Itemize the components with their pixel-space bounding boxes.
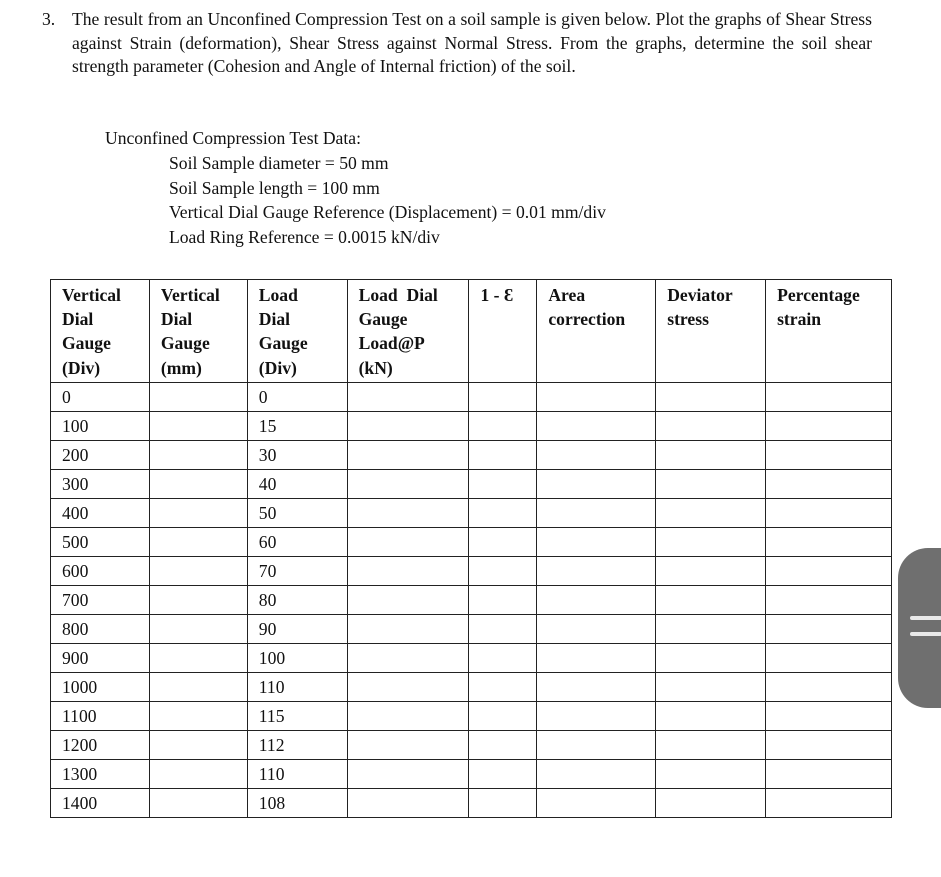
table-cell-load-dial-gauge-load-kn: [347, 788, 469, 817]
column-header-line: Dial: [258, 309, 291, 330]
column-header-line: Load: [258, 285, 298, 305]
table-cell-load-dial-gauge-load-kn: [347, 585, 469, 614]
table-cell-area-correction: [537, 759, 656, 788]
column-header-line: (kN): [358, 357, 393, 378]
table-row: [51, 614, 892, 643]
table-cell-load-dial-gauge-div: 80: [247, 585, 347, 614]
table-cell-load-dial-gauge-load-kn: [347, 527, 469, 556]
table-cell-vertical-dial-gauge-div: 600: [51, 556, 150, 585]
table-cell-one-minus-strain: [469, 527, 537, 556]
table-row: [51, 556, 892, 585]
table-cell-vertical-dial-gauge-mm: [149, 643, 247, 672]
column-header-line: 1 - Ɛ: [480, 285, 514, 305]
table-cell-one-minus-strain: [469, 643, 537, 672]
table-cell-load-dial-gauge-load-kn: [347, 556, 469, 585]
table-cell-load-dial-gauge-div: 90: [247, 614, 347, 643]
table-cell-area-correction: [537, 614, 656, 643]
table-cell-load-dial-gauge-div: 110: [247, 672, 347, 701]
column-header-line: Gauge: [160, 333, 210, 354]
question-number: 3.: [42, 9, 56, 29]
table-cell-deviator-stress: [656, 730, 766, 759]
table-cell-load-dial-gauge-div: 0: [247, 382, 347, 411]
table-cell-vertical-dial-gauge-div: 500: [51, 527, 150, 556]
column-header-line: Gauge: [62, 333, 111, 354]
table-cell-load-dial-gauge-div: 108: [247, 788, 347, 817]
table-cell-load-dial-gauge-load-kn: [347, 440, 469, 469]
table-cell-one-minus-strain: [469, 585, 537, 614]
column-header-load-dial-gauge-div: [247, 280, 347, 383]
table-cell-load-dial-gauge-load-kn: [347, 469, 469, 498]
table-cell-load-dial-gauge-div: 60: [247, 527, 347, 556]
table-cell-vertical-dial-gauge-mm: [149, 701, 247, 730]
table-cell-vertical-dial-gauge-div: 400: [51, 498, 150, 527]
table-row: [51, 498, 892, 527]
column-header-line: strain: [777, 309, 822, 330]
question-block: [42, 8, 872, 79]
column-header-line: Dial: [62, 309, 94, 330]
table-cell-vertical-dial-gauge-div: 900: [51, 643, 150, 672]
table-cell-percentage-strain: [766, 498, 892, 527]
table-cell-one-minus-strain: [469, 440, 537, 469]
table-cell-one-minus-strain: [469, 469, 537, 498]
column-header-vertical-dial-gauge-mm: [149, 280, 247, 383]
table-cell-vertical-dial-gauge-div: 1200: [51, 730, 150, 759]
table-cell-load-dial-gauge-div: 100: [247, 643, 347, 672]
table-row: [51, 788, 892, 817]
column-header-line: Percentage: [777, 285, 860, 305]
table-cell-vertical-dial-gauge-div: 1100: [51, 701, 150, 730]
test-data-heading: Unconfined Compression Test Data:: [105, 128, 361, 148]
table-cell-percentage-strain: [766, 672, 892, 701]
table-cell-area-correction: [537, 643, 656, 672]
column-header-line: Vertical: [62, 285, 121, 305]
table-cell-one-minus-strain: [469, 382, 537, 411]
table-cell-load-dial-gauge-div: 50: [247, 498, 347, 527]
table-cell-percentage-strain: [766, 643, 892, 672]
column-header-line: Dial: [160, 309, 193, 330]
column-header-vertical-dial-gauge-div: [51, 280, 150, 383]
table-cell-percentage-strain: [766, 382, 892, 411]
table-cell-vertical-dial-gauge-mm: [149, 614, 247, 643]
table-cell-vertical-dial-gauge-mm: [149, 556, 247, 585]
column-header-one-minus-strain: [469, 280, 537, 383]
table-cell-vertical-dial-gauge-div: 200: [51, 440, 150, 469]
table-cell-one-minus-strain: [469, 730, 537, 759]
table-row: [51, 469, 892, 498]
table-cell-one-minus-strain: [469, 701, 537, 730]
table-cell-one-minus-strain: [469, 788, 537, 817]
table-cell-area-correction: [537, 411, 656, 440]
table-header-row: [51, 280, 892, 383]
table-cell-area-correction: [537, 498, 656, 527]
table-cell-area-correction: [537, 469, 656, 498]
table-cell-area-correction: [537, 788, 656, 817]
table-row: [51, 527, 892, 556]
column-header-percentage-strain: [766, 280, 892, 383]
table-cell-vertical-dial-gauge-mm: [149, 527, 247, 556]
table-cell-area-correction: [537, 527, 656, 556]
table-cell-vertical-dial-gauge-div: 100: [51, 411, 150, 440]
table-cell-load-dial-gauge-div: 40: [247, 469, 347, 498]
table-cell-deviator-stress: [656, 788, 766, 817]
table-cell-vertical-dial-gauge-mm: [149, 585, 247, 614]
column-header-line: Deviator: [667, 285, 733, 305]
column-header-line: Area: [548, 285, 586, 305]
table-cell-load-dial-gauge-load-kn: [347, 672, 469, 701]
column-header-line: (mm): [160, 357, 202, 378]
table-cell-vertical-dial-gauge-div: 0: [51, 382, 150, 411]
spec-diameter: Soil Sample diameter = 50 mm: [169, 153, 389, 173]
column-header-area-correction: [537, 280, 656, 383]
column-header-line: stress: [667, 309, 709, 330]
table-cell-one-minus-strain: [469, 411, 537, 440]
table-cell-deviator-stress: [656, 411, 766, 440]
table-cell-vertical-dial-gauge-mm: [149, 498, 247, 527]
table-cell-percentage-strain: [766, 469, 892, 498]
table-cell-vertical-dial-gauge-mm: [149, 672, 247, 701]
table-cell-one-minus-strain: [469, 614, 537, 643]
table-cell-deviator-stress: [656, 556, 766, 585]
table-cell-deviator-stress: [656, 469, 766, 498]
table-cell-one-minus-strain: [469, 672, 537, 701]
table-cell-one-minus-strain: [469, 498, 537, 527]
table-cell-load-dial-gauge-div: 70: [247, 556, 347, 585]
table-cell-area-correction: [537, 730, 656, 759]
table-cell-vertical-dial-gauge-mm: [149, 411, 247, 440]
table-row: [51, 440, 892, 469]
table-cell-vertical-dial-gauge-mm: [149, 440, 247, 469]
column-header-load-dial-gauge-load-kn: [347, 280, 469, 383]
table-cell-vertical-dial-gauge-mm: [149, 759, 247, 788]
table-cell-area-correction: [537, 440, 656, 469]
table-cell-load-dial-gauge-load-kn: [347, 382, 469, 411]
table-cell-one-minus-strain: [469, 759, 537, 788]
table-row: [51, 759, 892, 788]
table-cell-load-dial-gauge-div: 110: [247, 759, 347, 788]
table-cell-vertical-dial-gauge-mm: [149, 382, 247, 411]
table-cell-vertical-dial-gauge-div: 1400: [51, 788, 150, 817]
table-cell-load-dial-gauge-load-kn: [347, 701, 469, 730]
table-cell-percentage-strain: [766, 730, 892, 759]
spec-list: [169, 151, 606, 249]
table-body: [51, 382, 892, 817]
table-cell-deviator-stress: [656, 382, 766, 411]
table-cell-vertical-dial-gauge-mm: [149, 788, 247, 817]
table-cell-percentage-strain: [766, 411, 892, 440]
column-header-line: (Div): [62, 357, 101, 378]
column-header-line: (Div): [258, 357, 297, 378]
table-cell-load-dial-gauge-load-kn: [347, 498, 469, 527]
column-header-line: correction: [548, 309, 626, 330]
table-cell-deviator-stress: [656, 527, 766, 556]
table-cell-vertical-dial-gauge-div: 300: [51, 469, 150, 498]
table-cell-load-dial-gauge-load-kn: [347, 730, 469, 759]
table-cell-deviator-stress: [656, 498, 766, 527]
spec-dial-gauge-reference: Vertical Dial Gauge Reference (Displacement) = 0.01 mm/div: [169, 202, 606, 222]
side-panel-tab[interactable]: [898, 548, 941, 708]
table-cell-load-dial-gauge-load-kn: [347, 759, 469, 788]
table-cell-vertical-dial-gauge-div: 1300: [51, 759, 150, 788]
spec-length: Soil Sample length = 100 mm: [169, 177, 380, 198]
table-cell-percentage-strain: [766, 440, 892, 469]
table-cell-load-dial-gauge-div: 115: [247, 701, 347, 730]
table-cell-percentage-strain: [766, 788, 892, 817]
table-cell-deviator-stress: [656, 440, 766, 469]
table-cell-percentage-strain: [766, 527, 892, 556]
table-cell-vertical-dial-gauge-div: 1000: [51, 672, 150, 701]
table-cell-area-correction: [537, 701, 656, 730]
table-cell-deviator-stress: [656, 759, 766, 788]
table-cell-percentage-strain: [766, 614, 892, 643]
table-row: [51, 701, 892, 730]
question-text: The result from an Unconfined Compression Test on a soil sample is given below. Plot the graphs of Shear Stress against Strain (deformation), Shear Stress against Normal Stress. From the graphs, determine the soil shear strength parameter (Cohesion and Angle of Internal friction) of the soil.: [72, 9, 872, 76]
table-cell-percentage-strain: [766, 701, 892, 730]
column-header-line: Gauge: [258, 333, 308, 354]
table-cell-load-dial-gauge-div: 15: [247, 411, 347, 440]
table-row: [51, 382, 892, 411]
table-cell-one-minus-strain: [469, 556, 537, 585]
spec-load-ring-reference: Load Ring Reference = 0.0015 kN/div: [169, 226, 440, 247]
test-data-table: [50, 279, 892, 818]
column-header-line: Gauge: [358, 309, 408, 330]
table-cell-deviator-stress: [656, 672, 766, 701]
table-cell-load-dial-gauge-div: 112: [247, 730, 347, 759]
table-cell-area-correction: [537, 382, 656, 411]
column-header-line: Load@P: [358, 333, 425, 354]
column-header-line: Vertical: [160, 285, 220, 305]
table-cell-load-dial-gauge-load-kn: [347, 643, 469, 672]
table-cell-load-dial-gauge-div: 30: [247, 440, 347, 469]
table-row: [51, 585, 892, 614]
table-cell-vertical-dial-gauge-div: 700: [51, 585, 150, 614]
table-cell-percentage-strain: [766, 556, 892, 585]
table-cell-percentage-strain: [766, 759, 892, 788]
table-cell-area-correction: [537, 585, 656, 614]
table-row: [51, 411, 892, 440]
table-cell-deviator-stress: [656, 701, 766, 730]
table-cell-area-correction: [537, 556, 656, 585]
column-header-line: Load Dial: [358, 285, 438, 305]
table-cell-deviator-stress: [656, 643, 766, 672]
table-row: [51, 643, 892, 672]
table-cell-vertical-dial-gauge-div: 800: [51, 614, 150, 643]
column-header-deviator-stress: [656, 280, 766, 383]
table-cell-vertical-dial-gauge-mm: [149, 730, 247, 759]
table-cell-area-correction: [537, 672, 656, 701]
table-cell-deviator-stress: [656, 614, 766, 643]
table-cell-load-dial-gauge-load-kn: [347, 411, 469, 440]
table-row: [51, 730, 892, 759]
table-cell-percentage-strain: [766, 585, 892, 614]
table-row: [51, 672, 892, 701]
table-cell-load-dial-gauge-load-kn: [347, 614, 469, 643]
table-cell-deviator-stress: [656, 585, 766, 614]
table-cell-vertical-dial-gauge-mm: [149, 469, 247, 498]
